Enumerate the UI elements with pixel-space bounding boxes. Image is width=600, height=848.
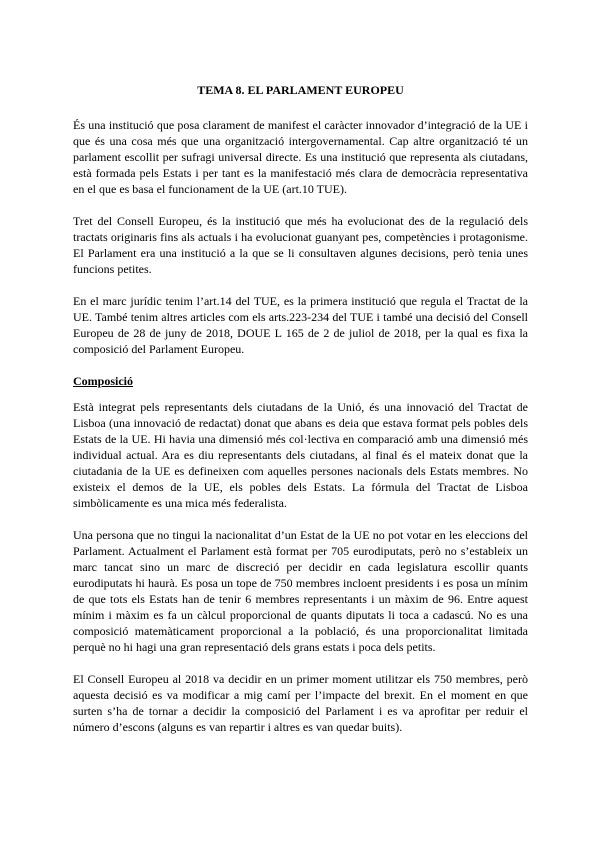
paragraph-intro-2: Tret del Consell Europeu, és la institució que més ha evolucionat des de la regulació dels tractats originaris fins als actuals i ha evolucionat guanyant pes, competències i protagonisme. El Parlament era una institució a la que se li consultaven algunes decisions, però tenia unes funcions petites. — [73, 214, 528, 276]
page-title: TEMA 8. EL PARLAMENT EUROPEU — [197, 83, 404, 97]
paragraph-composicio-3: El Consell Europeu al 2018 va decidir en un primer moment utilitzar els 750 membres, però aquesta decisió es va modificar a mig camí per l’impacte del brexit. En el moment en que surten s’ha de tornar a decidir la composició del Parlament i es va aprofitar per reduir el número d’escons (alguns es van repartir i altres es van quedar buits). — [73, 672, 528, 734]
paragraph-composicio-1: Està integrat pels representants dels ciutadans de la Unió, és una innovació del Tractat de Lisboa (una innovació de redactat) donat que abans es deia que estava format pels pobles dels Estats de la UE. Hi havia una dimensió més col·lectiva en comparació amb una dimensió més individual actual. Ara es diu representants dels ciutadans, al final és el mateix donat que la ciutadania de la UE es defineixen com aquelles persones nacionals dels Estats membres. No existeix el demos de la UE, els pobles dels Estats. La fórmula del Tractat de Lisboa simbòlicamente es una mica més federalista. — [73, 400, 528, 510]
document-page — [73, 82, 528, 735]
section-heading-composicio: Composició — [73, 374, 133, 388]
paragraph-intro-3: En el marc jurídic tenim l’art.14 del TUE, es la primera institució que regula el Tractat de la UE. També tenim altres articles com els arts.223-234 del TUE i també una decisió del Consell Europeu de 28 de juny de 2018, DOUE L 165 de 2 de juliol de 2018, per la qual es fixa la composició del Parlament Europeu. — [73, 294, 528, 356]
paragraph-intro-1: És una institució que posa clarament de manifest el caràcter innovador d’integració de la UE i que és una cosa més que una organització intergovernamental. Cap altre organització té un parlament escollit per sufragi universal directe. Es una institució que representa als ciutadans, està formada pels Estats i per tant es la manifestació més clara de democràcia representativa en el que es basa el funcionament de la UE (art.10 TUE). — [73, 118, 528, 196]
paragraph-composicio-2: Una persona que no tingui la nacionalitat d’un Estat de la UE no pot votar en les eleccions del Parlament. Actualment el Parlament està format per 705 eurodiputats, però no s’estableix un marc tancat sino un marc de discreció per decidir en cada legislatura escollir quants eurodiputats hi haurà. Es posa un tope de 750 membres incloent presidents i es posa un mínim de que tots els Estats han de tenir 6 membres representants i un màxim de 96. Entre aquest mínim i màxim es fa un càlcul proporcional de quants diputats li toca a cadascú. No es una composició matemàticament proporcional a la població, és una proporcionalitat limitada perquè no hi hagi una gran representació dels grans estats i poca dels petits. — [73, 528, 528, 654]
